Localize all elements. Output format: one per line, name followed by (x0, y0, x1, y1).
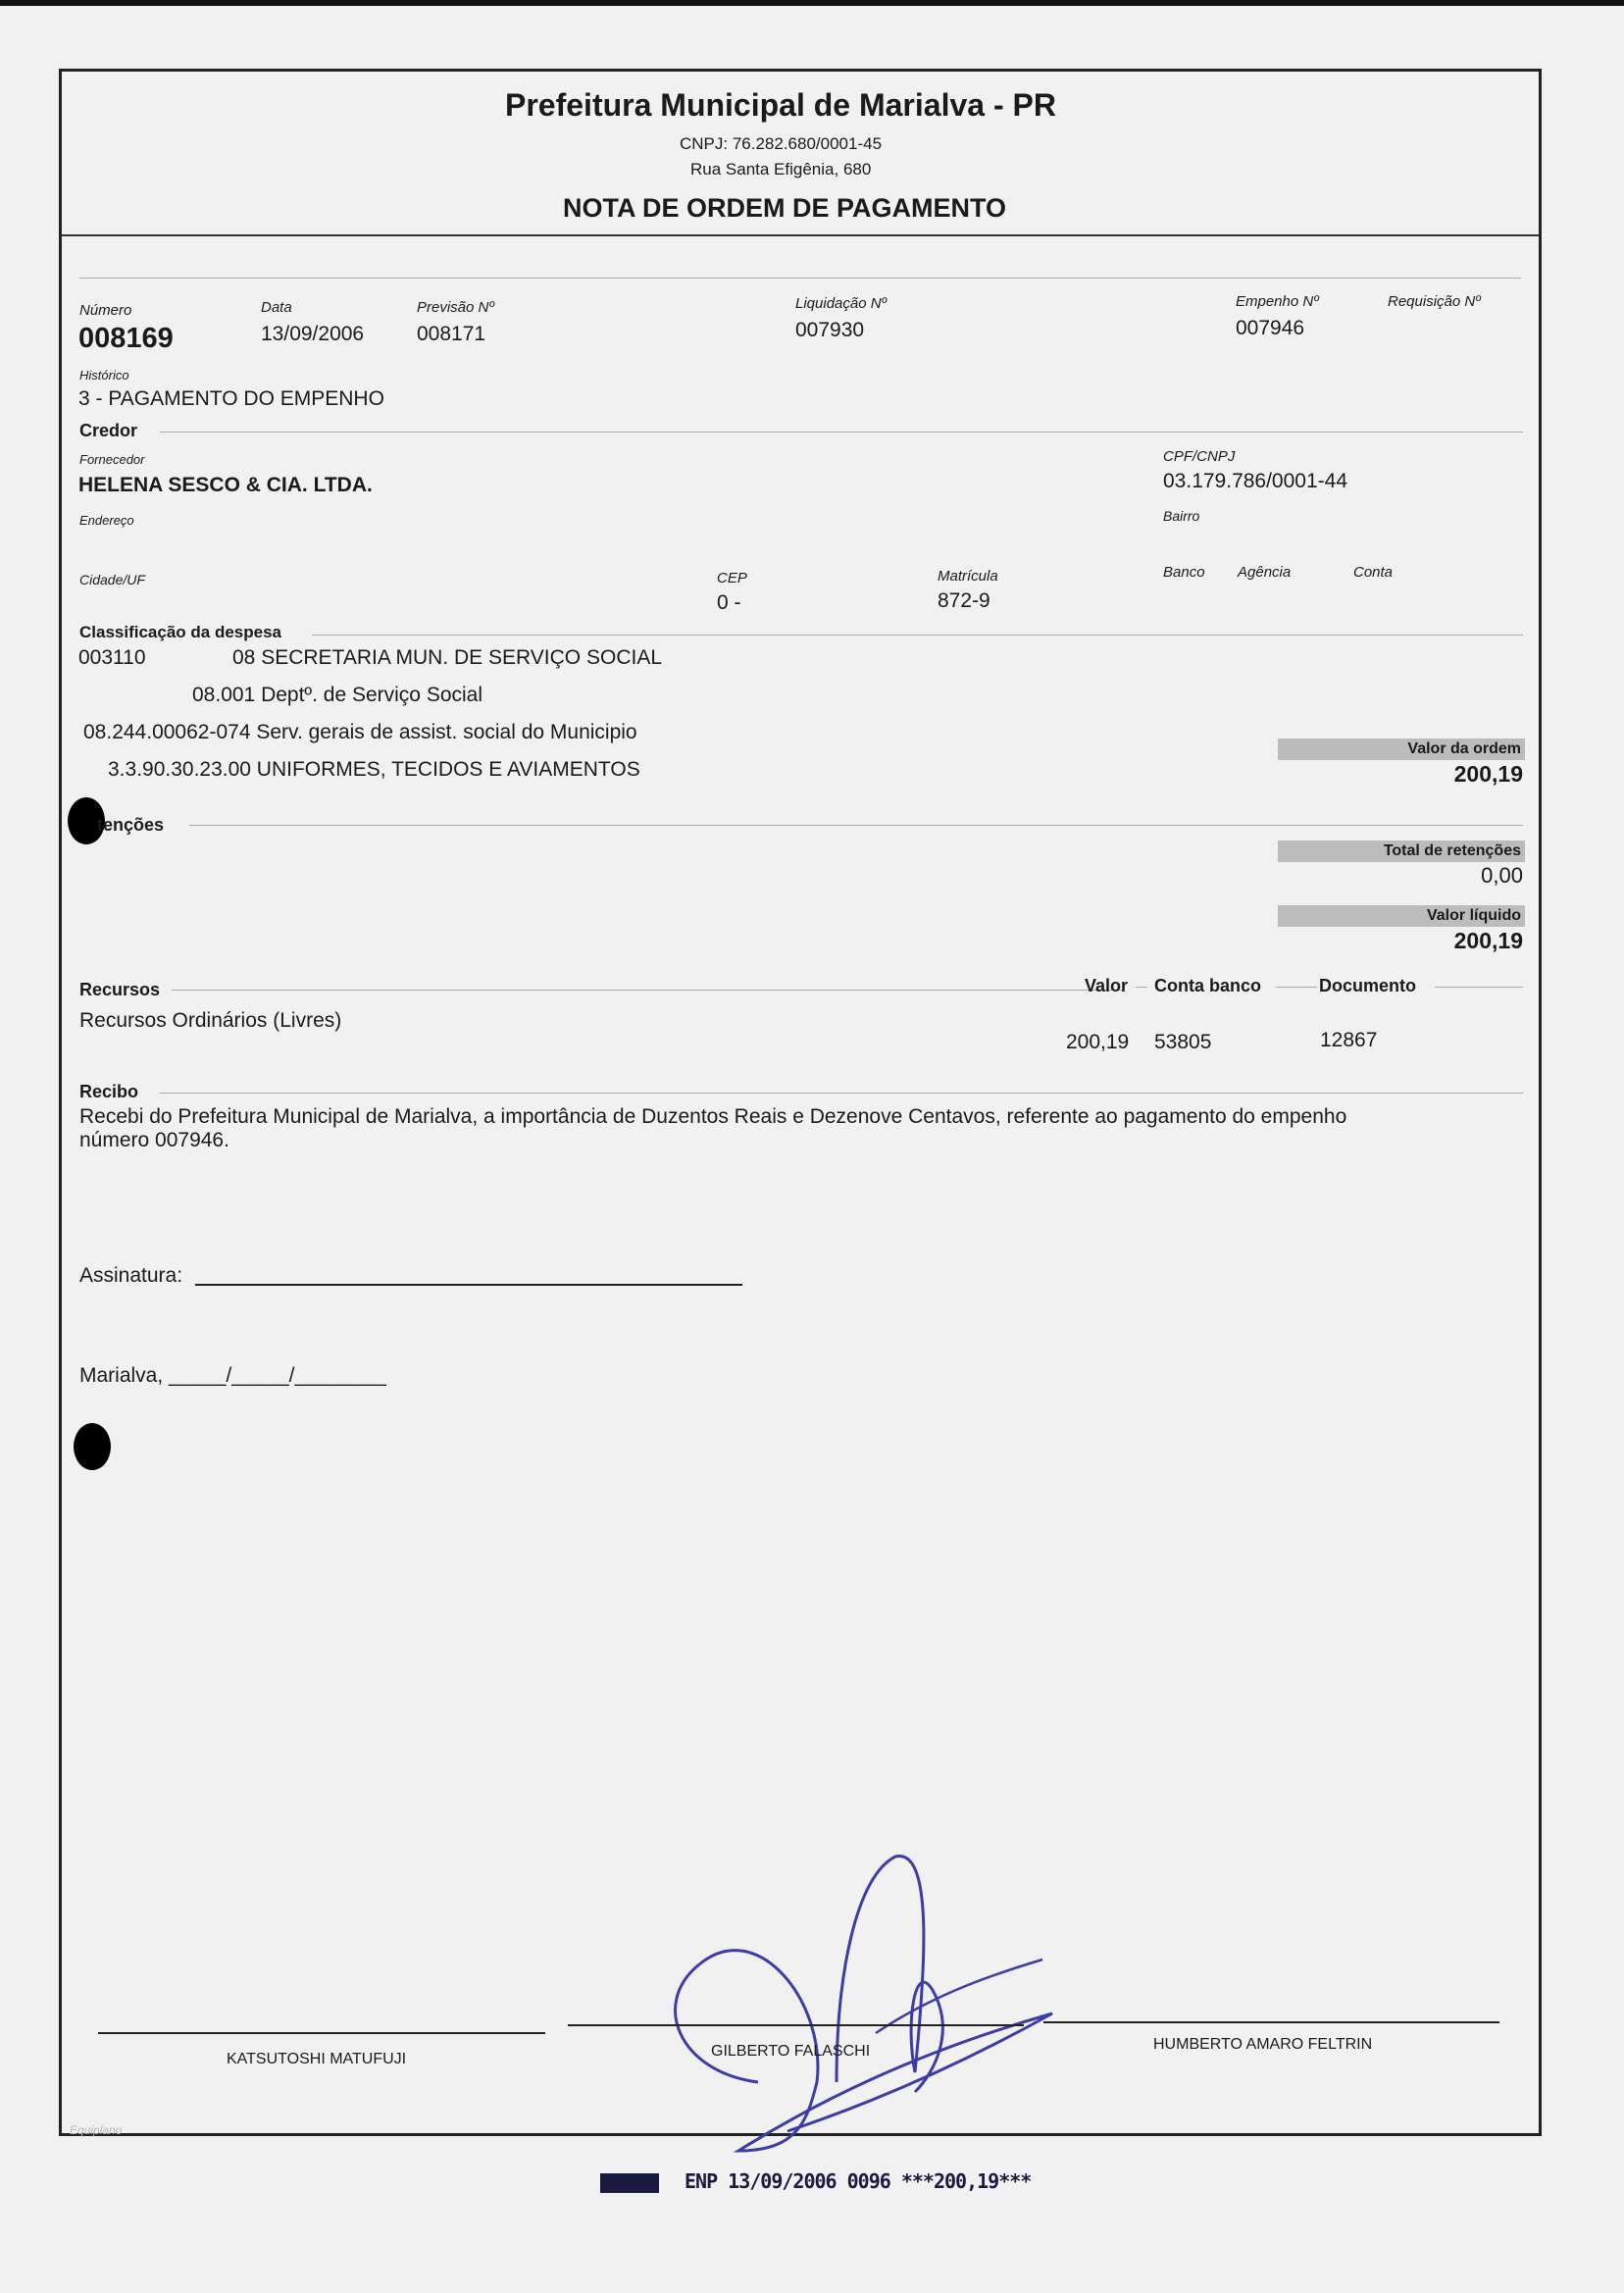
valor-liquido-label: Valor líquido (1278, 905, 1525, 927)
data-label: Data (261, 299, 292, 316)
software-mark: Equiplano (70, 2123, 123, 2137)
recibo-text-1: Recebi do Prefeitura Municipal de Marialva, a importância de Duzentos Reais e Dezenove Centavos, referente ao pagamento do empenho (79, 1105, 1347, 1128)
recursos-rule (172, 990, 1123, 991)
cep-label: CEP (717, 570, 747, 586)
signature-line-2 (568, 2024, 1024, 2026)
matricula-value: 872-9 (938, 589, 990, 612)
recursos-valor: 200,19 (1066, 1031, 1130, 1053)
handwritten-signature (640, 1778, 1150, 2170)
scan-top-edge (0, 0, 1624, 6)
conta-label: Conta (1353, 564, 1394, 581)
requisicao-label: Requisição Nº (1388, 293, 1481, 310)
recibo-rule (160, 1093, 1523, 1094)
historico-label: Histórico (79, 368, 129, 382)
recursos-section: Recursos (79, 980, 161, 999)
credor-section: Credor (79, 421, 138, 440)
classificacao-section: Classificação da despesa (79, 623, 282, 641)
retencoes-section: tenções (97, 815, 165, 835)
numero-value: 008169 (78, 323, 174, 354)
valor-ordem-value: 200,19 (1453, 761, 1523, 787)
credor-rule (160, 432, 1523, 433)
agencia-label: Agência (1238, 564, 1292, 581)
signature-line-3 (1043, 2021, 1499, 2023)
matricula-label: Matrícula (938, 568, 998, 585)
recursos-conta: 53805 (1154, 1031, 1212, 1053)
classificacao-departamento: 08.001 Deptº. de Serviço Social (192, 684, 483, 706)
doc-title: NOTA DE ORDEM DE PAGAMENTO (563, 193, 1007, 223)
signature-name-3: HUMBERTO AMARO FELTRIN (1153, 2036, 1373, 2053)
recursos-valor-label: Valor (1085, 976, 1129, 995)
previsao-value: 008171 (417, 323, 486, 345)
org-title: Prefeitura Municipal de Marialva - PR (505, 87, 1056, 123)
recursos-rule-2 (1136, 987, 1147, 988)
punch-hole-2 (74, 1423, 111, 1470)
valor-liquido-value: 200,19 (1453, 928, 1523, 953)
org-cnpj: CNPJ: 76.282.680/0001-45 (680, 134, 883, 153)
signature-name-2: GILBERTO FALASCHI (711, 2043, 871, 2060)
assinatura-line (195, 1284, 742, 1286)
liquidacao-value: 007930 (795, 319, 865, 341)
document-frame (59, 69, 1542, 2136)
recursos-documento: 12867 (1320, 1029, 1378, 1051)
banco-label: Banco (1163, 564, 1205, 581)
empenho-value: 007946 (1236, 317, 1305, 339)
numero-label: Número (79, 302, 132, 319)
recursos-rule-4 (1435, 987, 1523, 988)
cpf-label: CPF/CNPJ (1163, 448, 1236, 465)
signature-line-1 (98, 2032, 545, 2034)
bank-stamp-logo (600, 2173, 659, 2193)
recursos-conta-label: Conta banco (1154, 976, 1262, 995)
total-retencoes-label: Total de retenções (1278, 841, 1525, 862)
fornecedor-value: HELENA SESCO & CIA. LTDA. (78, 474, 373, 496)
data-value: 13/09/2006 (261, 323, 365, 345)
previsao-label: Previsão Nº (417, 299, 494, 316)
endereco-label: Endereço (79, 513, 134, 528)
classificacao-rule (312, 635, 1523, 636)
classificacao-funcional: 08.244.00062-074 Serv. gerais de assist. social do Municipio (83, 721, 637, 743)
empenho-label: Empenho Nº (1236, 293, 1319, 310)
marialva-date: Marialva, _____/_____/________ (79, 1364, 386, 1387)
historico-value: 3 - PAGAMENTO DO EMPENHO (78, 387, 384, 410)
recibo-section: Recibo (79, 1082, 139, 1101)
recibo-text-2: número 007946. (79, 1129, 229, 1151)
org-address: Rua Santa Efigênia, 680 (690, 160, 872, 178)
bairro-label: Bairro (1163, 508, 1200, 524)
classificacao-elemento: 3.3.90.30.23.00 UNIFORMES, TECIDOS E AVIAMENTOS (108, 758, 640, 781)
retencoes-rule (189, 825, 1523, 826)
assinatura-label: Assinatura: (79, 1264, 183, 1287)
recursos-desc: Recursos Ordinários (Livres) (79, 1009, 342, 1032)
ids-top-rule (79, 278, 1521, 279)
cpf-value: 03.179.786/0001-44 (1163, 470, 1348, 492)
fornecedor-label: Fornecedor (79, 452, 145, 467)
recursos-documento-label: Documento (1319, 976, 1416, 995)
recursos-rule-3 (1276, 987, 1317, 988)
header-divider (62, 234, 1539, 236)
classificacao-code: 003110 (78, 646, 146, 669)
signature-name-1: KATSUTOSHI MATUFUJI (227, 2051, 407, 2067)
liquidacao-label: Liquidação Nº (795, 295, 888, 312)
total-retencoes-value: 0,00 (1481, 863, 1523, 888)
bank-stamp: ENP 13/09/2006 0096 ***200,19*** (685, 2169, 1032, 2193)
cep-value: 0 - (717, 591, 741, 614)
classificacao-secretaria: 08 SECRETARIA MUN. DE SERVIÇO SOCIAL (232, 646, 663, 669)
valor-ordem-label: Valor da ordem (1278, 739, 1525, 760)
cidade-label: Cidade/UF (79, 572, 145, 587)
